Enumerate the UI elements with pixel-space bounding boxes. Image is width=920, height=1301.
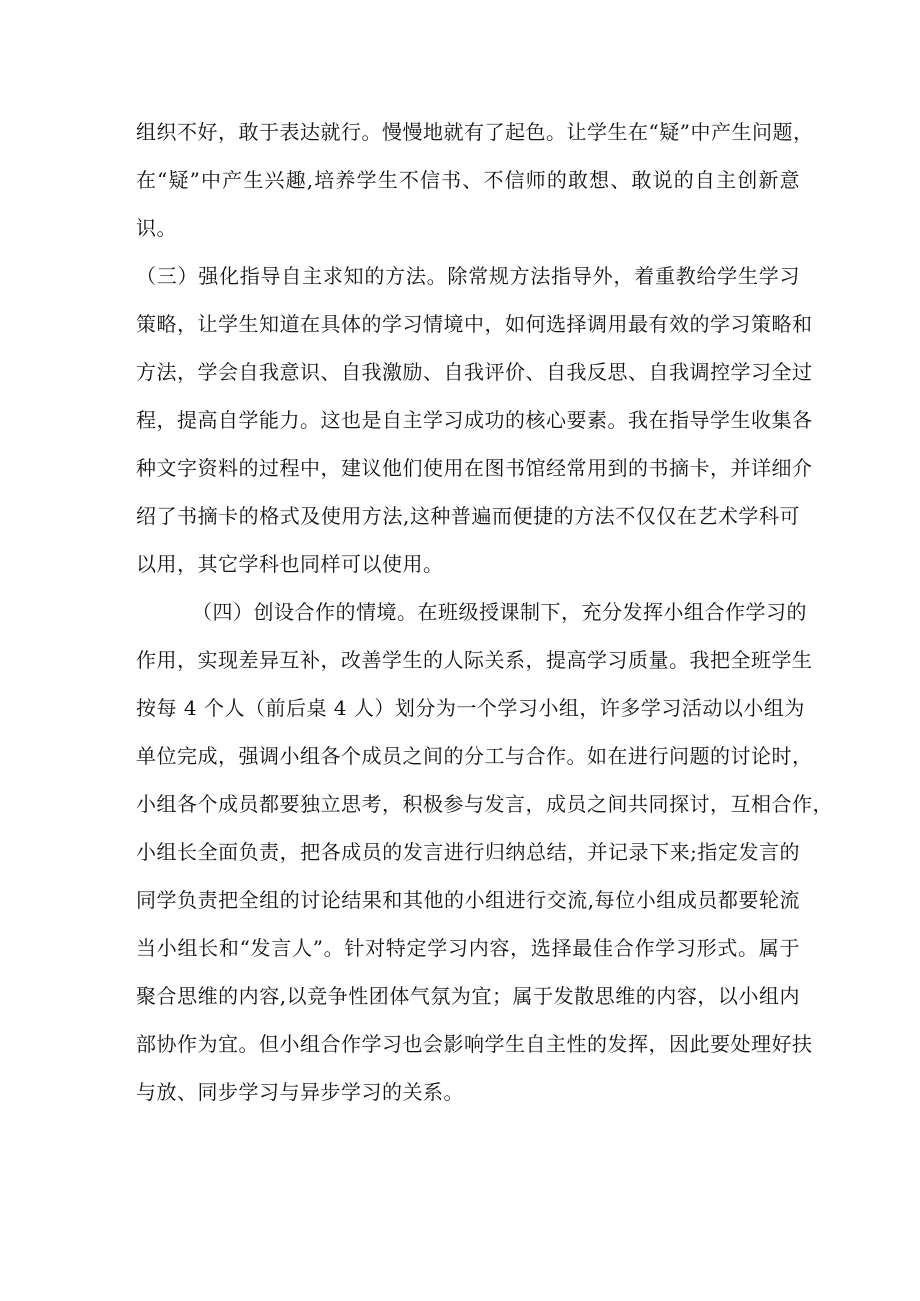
text-line: 组织不好，敢于表达就行。慢慢地就有了起色。让学生在“疑”中产生问题， <box>136 120 814 144</box>
text-line: 与放、同步学习与异步学习的关系。 <box>136 1080 464 1104</box>
paragraph-3 <box>136 588 833 1116</box>
text-line: 程，提高自学能力。这也是自主学习成功的核心要素。我在指导学生收集各 <box>136 408 813 432</box>
text-line: 小组各个成员都要独立思考，积极参与发言，成员之间共同探讨，互相合作， <box>136 792 833 816</box>
text-line: 方法，学会自我意识、自我激励、自我评价、自我反思、自我调控学习全过 <box>136 360 813 384</box>
text-line: 聚合思维的内容,以竞争性团体气氛为宜；属于发散思维的内容，以小组内 <box>136 984 800 1008</box>
text-line: 在“疑”中产生兴趣,培养学生不信书、不信师的敢想、敢说的自主创新意 <box>136 168 800 192</box>
text-line: 按每 4 个人（前后桌 4 人）划分为一个学习小组，许多学习活动以小组为 <box>136 696 805 720</box>
text-line: 当小组长和“发言人”。针对特定学习内容，选择最佳合作学习形式。属于 <box>136 936 800 960</box>
text-line: 同学负责把全组的讨论结果和其他的小组进行交流,每位小组成员都要轮流 <box>136 888 800 912</box>
text-line: 作用，实现差异互补，改善学生的人际关系，提高学习质量。我把全班学生 <box>136 648 813 672</box>
text-line: 策略，让学生知道在具体的学习情境中，如何选择调用最有效的学习策略和 <box>136 312 813 336</box>
text-line: 小组长全面负责，把各成员的发言进行归纳总结，并记录下来;指定发言的 <box>136 840 800 864</box>
text-line: 单位完成，强调小组各个成员之间的分工与合作。如在进行问题的讨论时， <box>136 744 813 768</box>
paragraph-2 <box>136 252 813 588</box>
text-line: 种文字资料的过程中，建议他们使用在图书馆经常用到的书摘卡，并详细介 <box>136 456 813 480</box>
text-line: （三）强化指导自主求知的方法。除常规方法指导外，着重教给学生学习 <box>136 264 800 288</box>
text-line: 绍了书摘卡的格式及使用方法,这种普遍而便捷的方法不仅仅在艺术学科可 <box>136 504 800 528</box>
text-line: 部协作为宜。但小组合作学习也会影响学生自主性的发挥，因此要处理好扶 <box>136 1032 813 1056</box>
text-line: 识。 <box>136 216 177 240</box>
text-line: 以用，其它学科也同样可以使用。 <box>136 552 444 576</box>
paragraph-1 <box>136 108 814 252</box>
text-line: （四）创设合作的情境。在班级授课制下，充分发挥小组合作学习的 <box>192 600 807 624</box>
